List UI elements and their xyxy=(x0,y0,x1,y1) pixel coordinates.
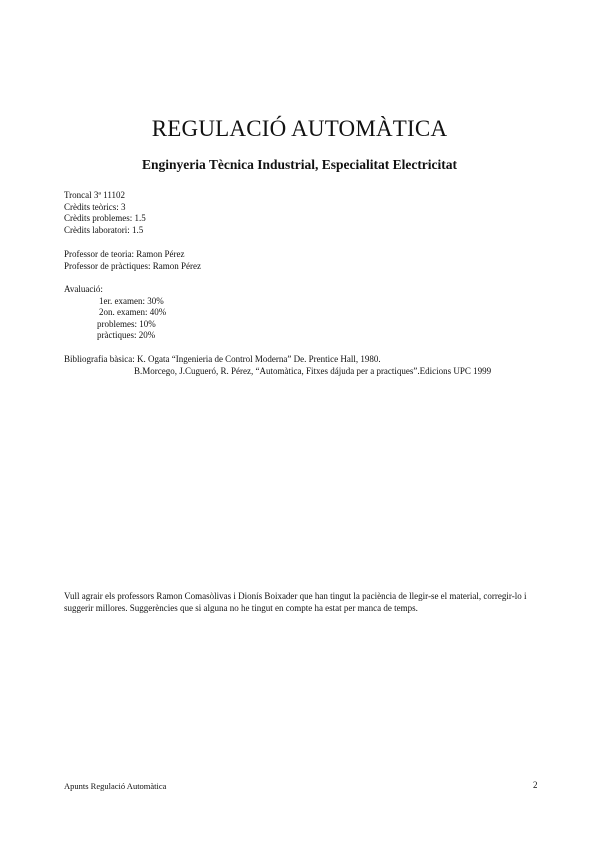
credits-line-problems: Crèdits problemes: 1.5 xyxy=(64,213,146,223)
professor-theory: Professor de teoria: Ramon Pérez xyxy=(64,249,185,259)
page-number: 2 xyxy=(533,780,538,790)
evaluation-item-exam2: 2on. examen: 40% xyxy=(99,307,167,317)
bibliography-line-2: B.Morcego, J.Cugueró, R. Pérez, “Automàtica, Fitxes dájuda per a practiques”.Edicions UPC 1999 xyxy=(134,365,492,376)
evaluation-label: Avaluació: xyxy=(64,284,103,294)
bibliography-line-1: Bibliografia bàsica: K. Ogata “Ingenieria de Control Moderna” De. Prentice Hall, 1980. xyxy=(64,354,381,364)
document-subtitle: Enginyeria Tècnica Industrial, Especialitat Electricitat xyxy=(141,157,458,172)
credits-line-lab: Crèdits laboratori: 1.5 xyxy=(64,224,144,235)
bibliography-block xyxy=(64,354,491,377)
credits-block xyxy=(64,190,146,236)
acknowledgements-paragraph: Vull agrair els professors Ramon Comasòlivas i Dionís Boixader que han tingut la paciència de llegir-se el material, corregir-lo i suggerir millores. Suggerències que si alguna no he tingut en compte ha estat per manca de temps. xyxy=(64,591,527,613)
professor-practice: Professor de pràctiques: Ramon Pérez xyxy=(64,260,201,271)
credits-line-code: Troncal 3ª 11102 xyxy=(64,190,125,200)
credits-line-theory: Crèdits teòrics: 3 xyxy=(64,201,126,212)
footer-title: Apunts Regulació Automàtica xyxy=(64,781,167,791)
professors-block xyxy=(64,249,201,272)
evaluation-item-exam1: 1er. examen: 30% xyxy=(99,295,164,306)
evaluation-item-practices: pràctiques: 20% xyxy=(97,330,156,340)
evaluation-block xyxy=(64,284,166,342)
evaluation-item-problems: problemes: 10% xyxy=(97,318,156,329)
document-title: REGULACIÓ AUTOMÀTICA xyxy=(151,116,448,141)
